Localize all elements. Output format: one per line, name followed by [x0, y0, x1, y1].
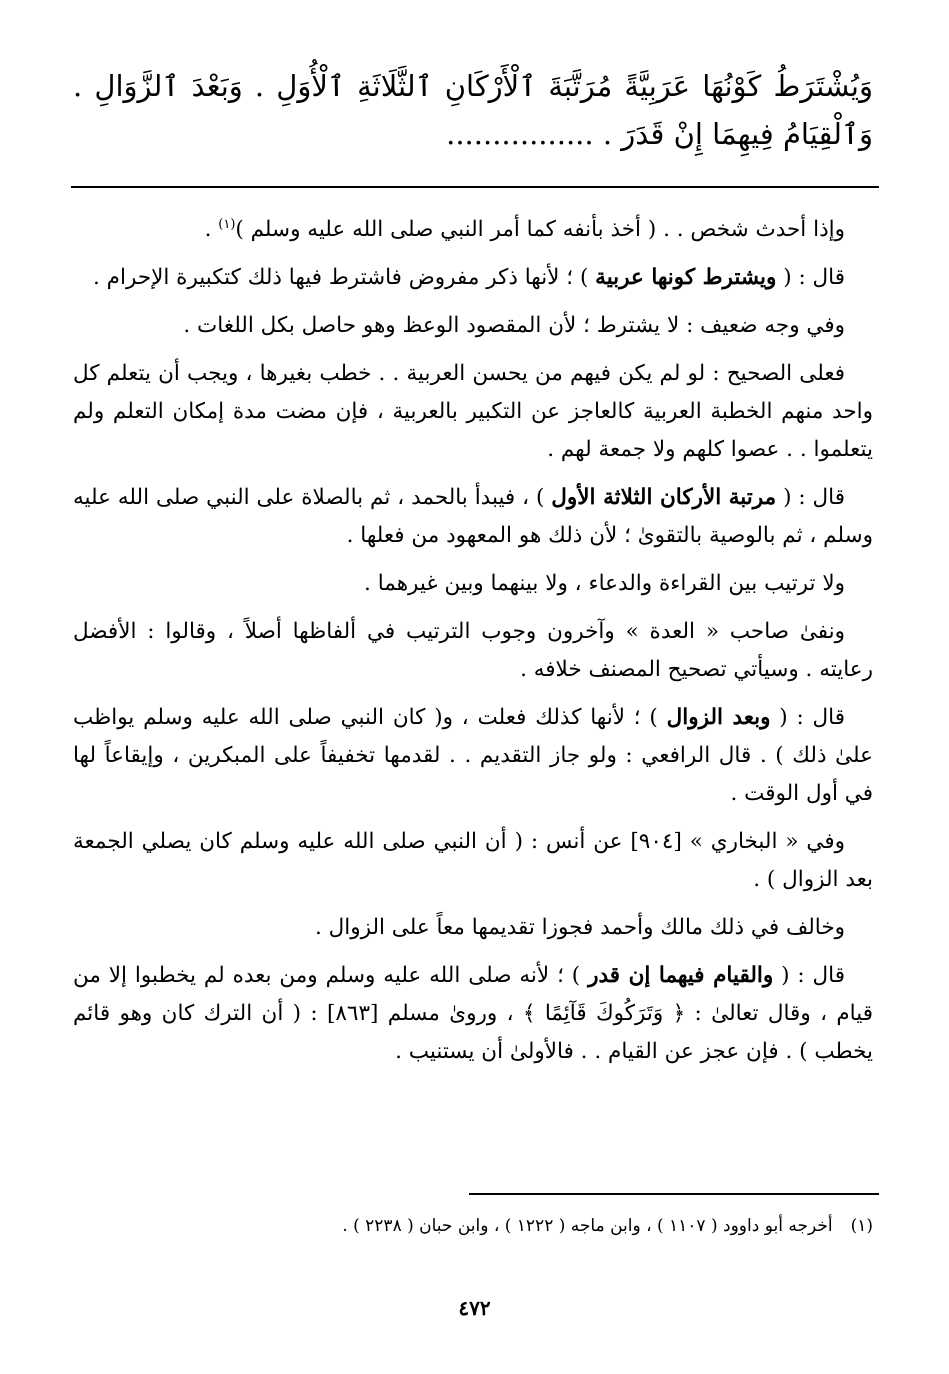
commentary-paragraph: قال : ( وبعد الزوال ) ؛ لأنها كذلك فعلت ، و( كان النبي صلى الله عليه وسلم يواظب علىٰ ذلك ) . قال الرافعي : ولو جاز التقديم . . لقدمها تخفيفاً على المبكرين ، وإيقاعاً لها في أول الوقت .	[73, 705, 873, 807]
footnote-divider	[469, 1193, 879, 1195]
footnote-text: أخرجه أبو داوود ( ١١٠٧ ) ، وابن ماجه ( ١٢٢٢ ) ، وابن حبان ( ٢٢٣٨ ) .	[342, 1216, 833, 1236]
matn-dots: ................	[446, 117, 594, 151]
quoted-matn: وبعد الزوال	[666, 705, 771, 731]
commentary-paragraph: قال : ( والقيام فيهما إن قدر ) ؛ لأنه صلى الله عليه وسلم ومن بعده لم يخطبوا إلا من قيام ، وقال تعالىٰ : ﴿ وَتَرَكُوكَ قَآئِمًا ﴾ ، وروىٰ مسلم [٨٦٣] : ( أن الترك كان وهو قائم يخطب ) . فإن عجز عن القيام . . فالأولىٰ أن يستنيب .	[73, 963, 873, 1065]
commentary-paragraph: وفي وجه ضعيف : لا يشترط ؛ لأن المقصود الوعظ وهو حاصل بكل اللغات .	[183, 313, 845, 339]
footnote	[73, 1212, 873, 1240]
commentary-paragraph: ولا ترتيب بين القراءة والدعاء ، ولا بينهما وبين غيرهما .	[364, 571, 845, 597]
commentary-text	[73, 206, 873, 1081]
quoted-matn: ويشترط كونها عربية	[595, 265, 777, 291]
commentary-paragraph: وخالف في ذلك مالك وأحمد فجوزا تقديمها معاً على الزوال .	[314, 915, 845, 941]
quoted-matn: والقيام فيهما إن قدر	[588, 963, 774, 989]
commentary-paragraph: فعلى الصحيح : لو لم يكن فيهم من يحسن العربية . . خطب بغيرها ، ويجب أن يتعلم كل واحد منهم الخطبة العربية كالعاجز عن التكبير بالعربية ، فإن مضت مدة إمكان التعلم ولم يتعلموا . . عصوا كلهم ولا جمعة لهم .	[73, 361, 873, 463]
footnote-number: (١)	[850, 1216, 873, 1236]
page-number: ٤٧٢	[458, 1296, 491, 1320]
commentary-paragraph: وإذا أحدث شخص . . ( أخذ بأنفه كما أمر النبي صلى الله عليه وسلم )$^{(١)}$ .	[204, 217, 845, 243]
commentary-paragraph: وفي « البخاري » [٩٠٤] عن أنس : ( أن النبي صلى الله عليه وسلم كان يصلي الجمعة بعد الزوال ) .	[73, 829, 873, 893]
commentary-paragraph: ونفىٰ صاحب « العدة » وآخرون وجوب الترتيب في ألفاظها أصلاً ، وقالوا : الأفضل رعايته . وسيأتي تصحيح المصنف خلافه .	[73, 619, 873, 683]
commentary-paragraph: قال : ( ويشترط كونها عربية ) ؛ لأنها ذكر مفروض فاشترط فيها ذلك كتكبيرة الإحرام .	[93, 265, 845, 291]
matn-text	[73, 62, 873, 158]
footnote-reference[interactable]: (١)	[218, 217, 236, 232]
matn-line: وَيُشْتَرَطُ كَوْنُهَا عَرَبِيَّةً مُرَتَّبَةَ ٱلْأَرْكَانِ ٱلثَّلَاثَةِ ٱلْأُوَلِ . وَبَعْدَ ٱلزَّوَالِ . وَٱلْقِيَامُ فِيهِمَا إِنْ قَدَرَ .	[73, 69, 873, 151]
commentary-paragraph: قال : ( مرتبة الأركان الثلاثة الأول ) ، فيبدأ بالحمد ، ثم بالصلاة على النبي صلى الله عليه وسلم ، ثم بالوصية بالتقوىٰ ؛ لأن ذلك هو المعهود من فعلها .	[73, 485, 873, 549]
quoted-matn: مرتبة الأركان الثلاثة الأول	[551, 485, 777, 511]
matn-divider	[71, 186, 879, 188]
